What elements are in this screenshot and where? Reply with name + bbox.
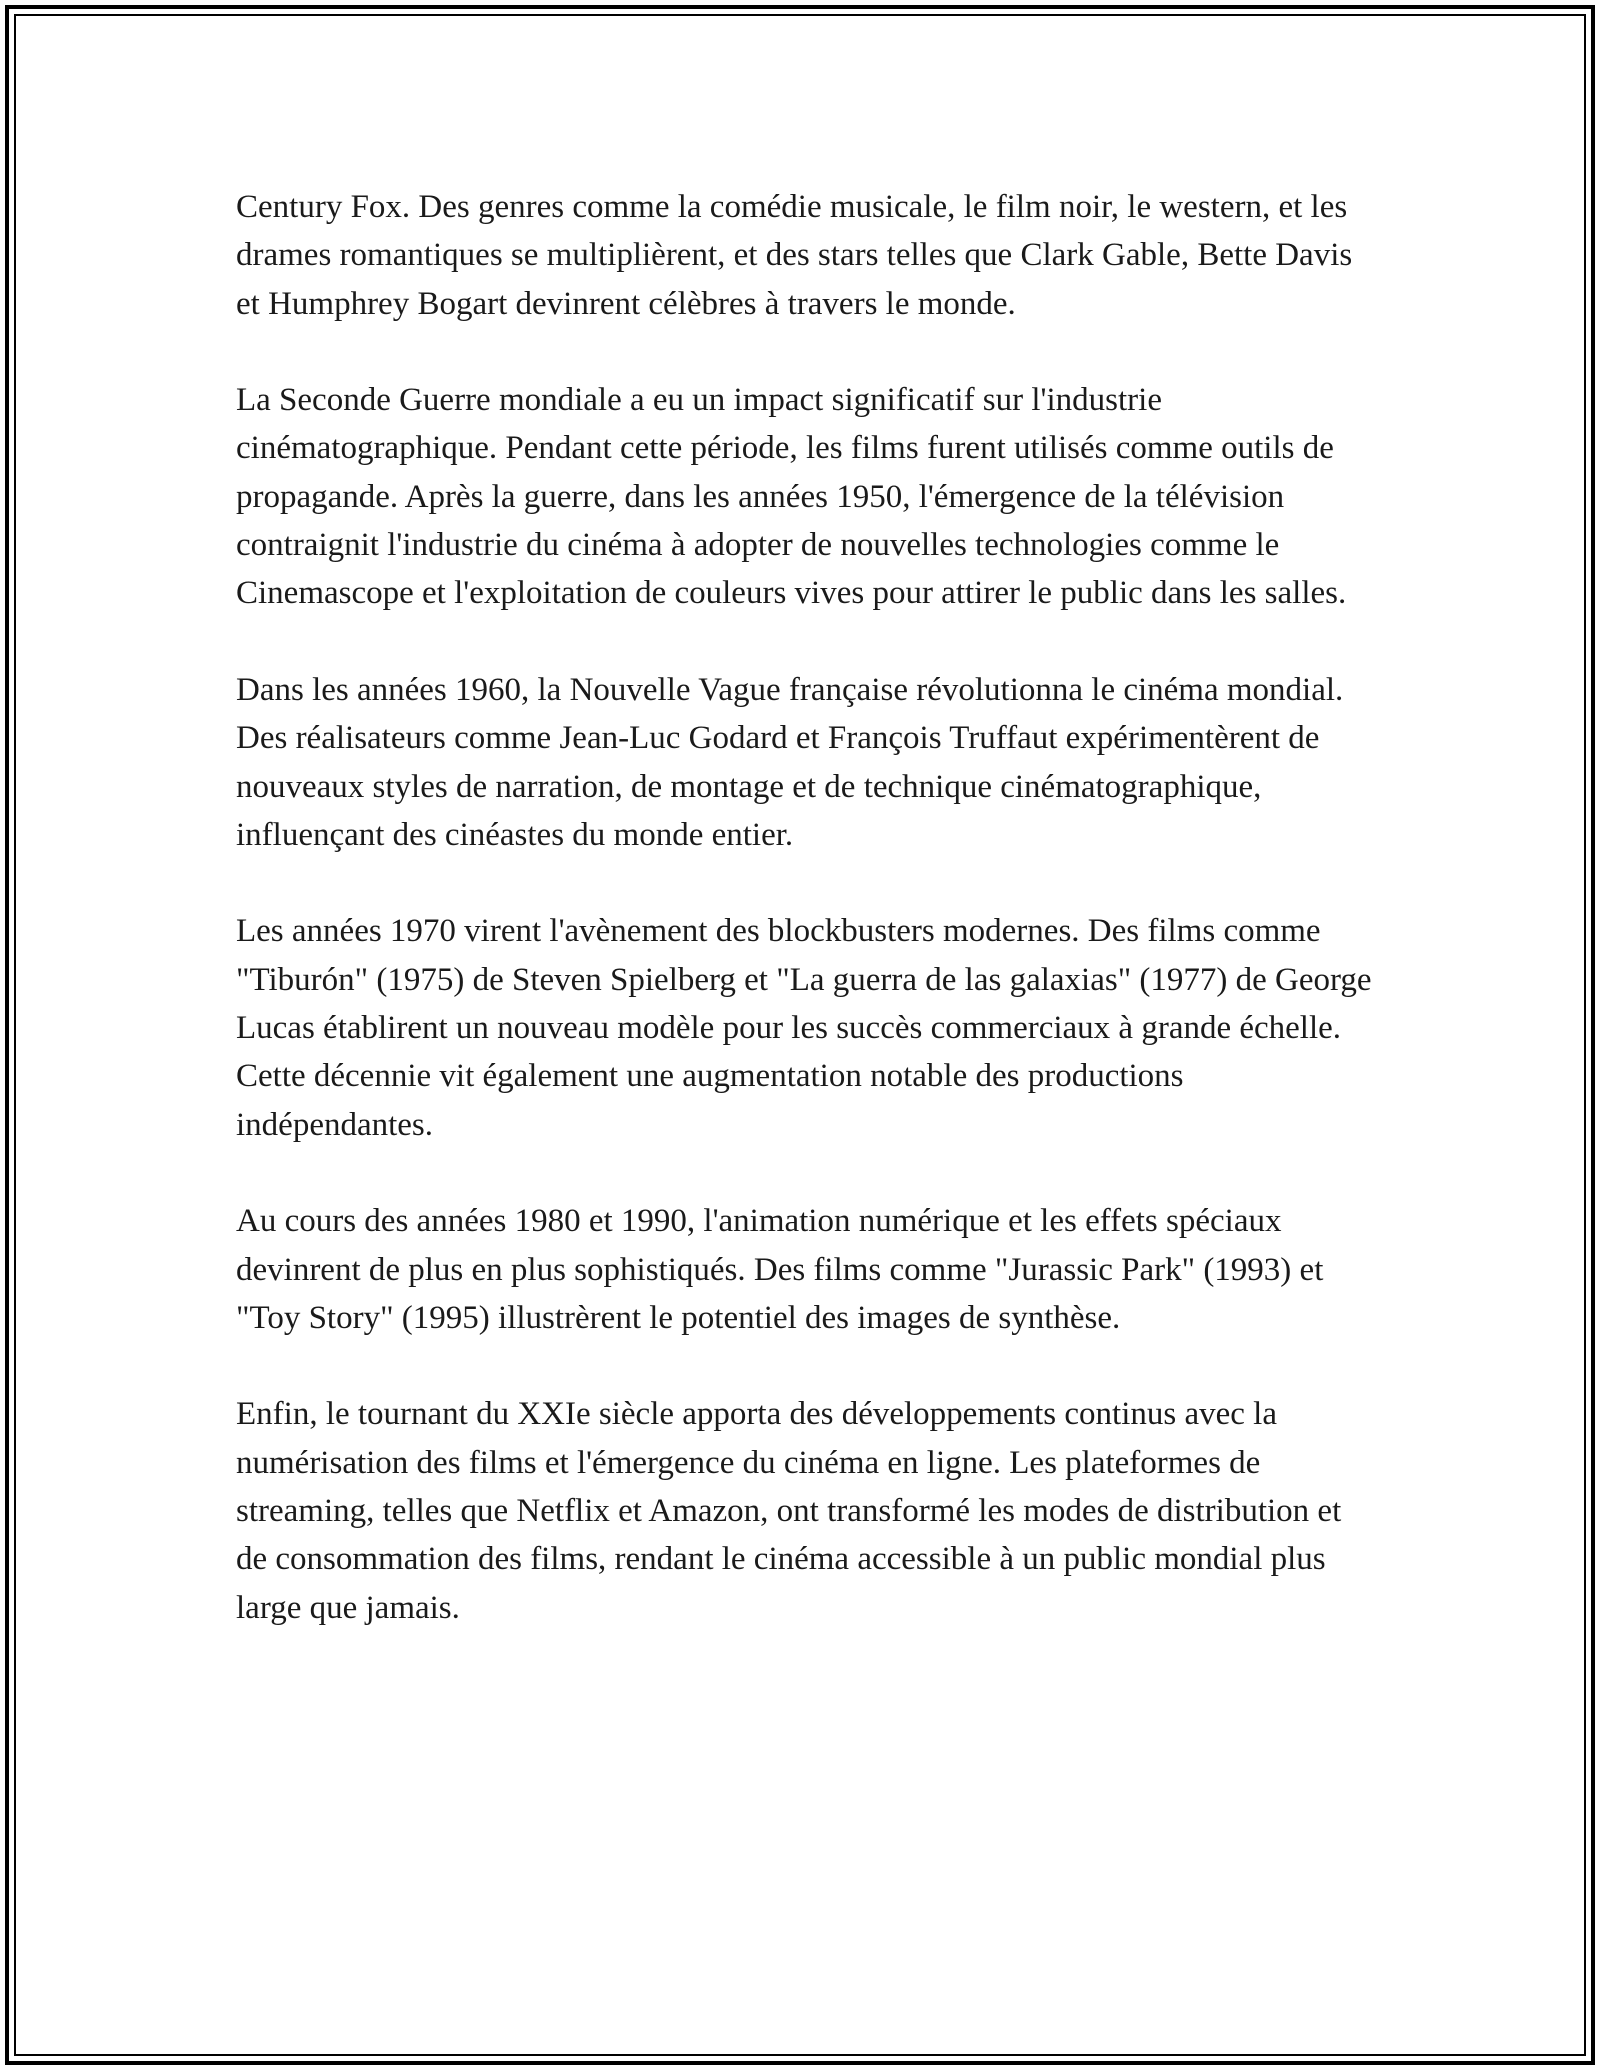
paragraph-3: Dans les années 1960, la Nouvelle Vague française révolutionna le cinéma mondial. Des réalisateurs comme Jean-Luc Godard et François Truffaut expérimentèrent de nouveaux styles de narration, de montage et de technique cinématographique, influençant des cinéastes du monde entier. — [236, 671, 1344, 853]
paragraph-5: Au cours des années 1980 et 1990, l'animation numérique et les effets spéciaux devinrent de plus en plus sophistiqués. Des films comme "Jurassic Park" (1993) et "Toy Story" (1995) illustrèrent le potentiel des images de synthèse. — [236, 1203, 1324, 1336]
paragraph-1: Century Fox. Des genres comme la comédie musicale, le film noir, le western, et les drames romantiques se multiplièrent, et des stars telles que Clark Gable, Bette Davis et Humphrey Bogart devinrent célèbres à travers le monde. — [236, 189, 1353, 322]
paragraph-2: La Seconde Guerre mondiale a eu un impact significatif sur l'industrie cinématographique. Pendant cette période, les films furent utilisés comme outils de propagande. Après la guerre, dans les années 1950, l'émergence de la télévision contraignit l'industrie du cinéma à adopter de nouvelles technologies comme le Cinemascope et l'exploitation de couleurs vives pour attirer le public dans les salles. — [236, 382, 1347, 612]
paragraph-4: Les années 1970 virent l'avènement des blockbusters modernes. Des films comme "Tiburón" (1975) de Steven Spielberg et "La guerra de las galaxias" (1977) de George Lucas établirent un nouveau modèle pour les succès commerciaux à grande échelle. Cette décennie vit également une augmentation notable des productions indépendantes. — [236, 913, 1372, 1143]
paragraph-6: Enfin, le tournant du XXIe siècle apporta des développements continus avec la numérisation des films et l'émergence du cinéma en ligne. Les plateformes de streaming, telles que Netflix et Amazon, ont transformé les modes de distribution et de consommation des films, rendant le cinéma accessible à un public mondial plus large que jamais. — [236, 1396, 1342, 1626]
document-body — [236, 183, 1376, 1680]
